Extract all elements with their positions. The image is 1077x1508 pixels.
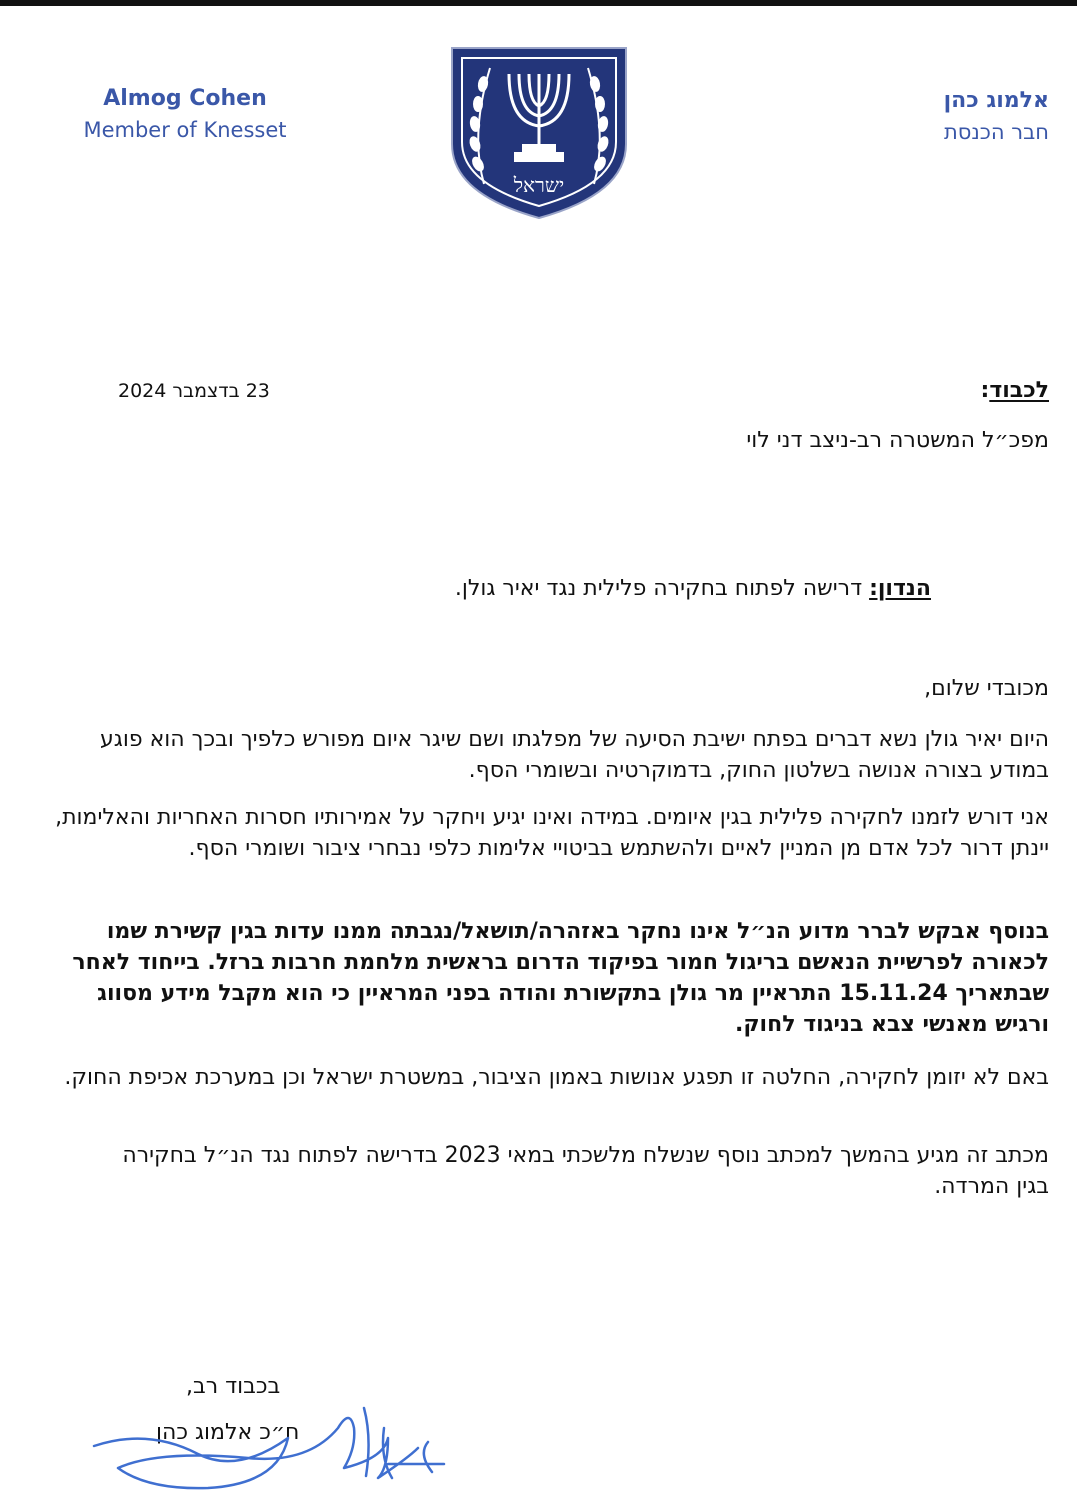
top-border bbox=[0, 0, 1077, 6]
header-name-en: Almog Cohen bbox=[103, 86, 267, 111]
to-label: לכבוד bbox=[989, 378, 1049, 403]
header-name-he: אלמוג כהן bbox=[943, 88, 1049, 113]
state-emblem-icon bbox=[448, 44, 630, 222]
to-label-line bbox=[981, 378, 1050, 403]
paragraph-1: היום יאיר גולן נשא דברים בפתח ישיבת הסיעה של מפלגתו ושם שיגר איום מפורש כלפיך ובכך הוא פוגע במודע בצורה אנושה בשלטון החוק, בדמוקרטיה ובשומרי הסף. bbox=[100, 727, 1049, 783]
handwritten-signature-icon bbox=[88, 1398, 458, 1498]
paragraph-3: בנוסף אבקש לברר מדוע הנ״ל אינו נחקר באזהרה/תושאל/נגבתה ממנו עדות בגין קשירת שמו לכאורה לפרשיית הנאשם בריגול חמור בפיקוד הדרום בראשית מלחמת חרבות ברזל. בייחוד לאחר שבתאריך 15.11.24 התראיין מר גולן בתקשורת והודה בפני המראיין כי הוא מקבל מידע מסווג ורגיש מאנשי צבא בניגוד לחוק. bbox=[72, 919, 1049, 1037]
subject-text: דרישה לפתוח בחקירה פלילית נגד יאיר גולן. bbox=[454, 576, 870, 601]
paragraph-2: אני דורש לזמנו לחקירה פלילית בגין איומים. במידה ואינו יגיע ויחקר על אמירותיו חסרות האחריות והאלימות, יינתן דרור לכל אדם מן המניין לאיים ולהשתמש בביטויי אלימות כלפי נבחרי ציבור ושומרי הסף. bbox=[55, 805, 1049, 861]
emblem-text: ישראל bbox=[513, 173, 565, 197]
subject-label: הנדון: bbox=[869, 576, 931, 601]
closing: בכבוד רב, bbox=[186, 1374, 281, 1399]
to-colon: : bbox=[980, 378, 990, 403]
letter-date: 23 בדצמבר 2024 bbox=[118, 380, 270, 402]
header-role-he: חבר הכנסת bbox=[943, 120, 1049, 144]
greeting: מכובדי שלום, bbox=[924, 676, 1049, 701]
header-role-en: Member of Knesset bbox=[83, 118, 287, 142]
recipient: מפכ״ל המשטרה רב-ניצב דני לוי bbox=[746, 428, 1049, 453]
paragraph-4: באם לא יזומן לחקירה, החלטה זו תפגע אנושות באמון הציבור, במשטרת ישראל וכן במערכת אכיפת החוק. bbox=[64, 1065, 1049, 1090]
signature-name: ח״כ אלמוג כהן bbox=[156, 1420, 300, 1445]
subject-line bbox=[455, 576, 931, 601]
paragraph-5: מכתב זה מגיע בהמשך למכתב נוסף שנשלח מלשכתי במאי 2023 בדרישה לפתוח נגד הנ״ל בחקירה בגין המרדה. bbox=[122, 1143, 1049, 1199]
